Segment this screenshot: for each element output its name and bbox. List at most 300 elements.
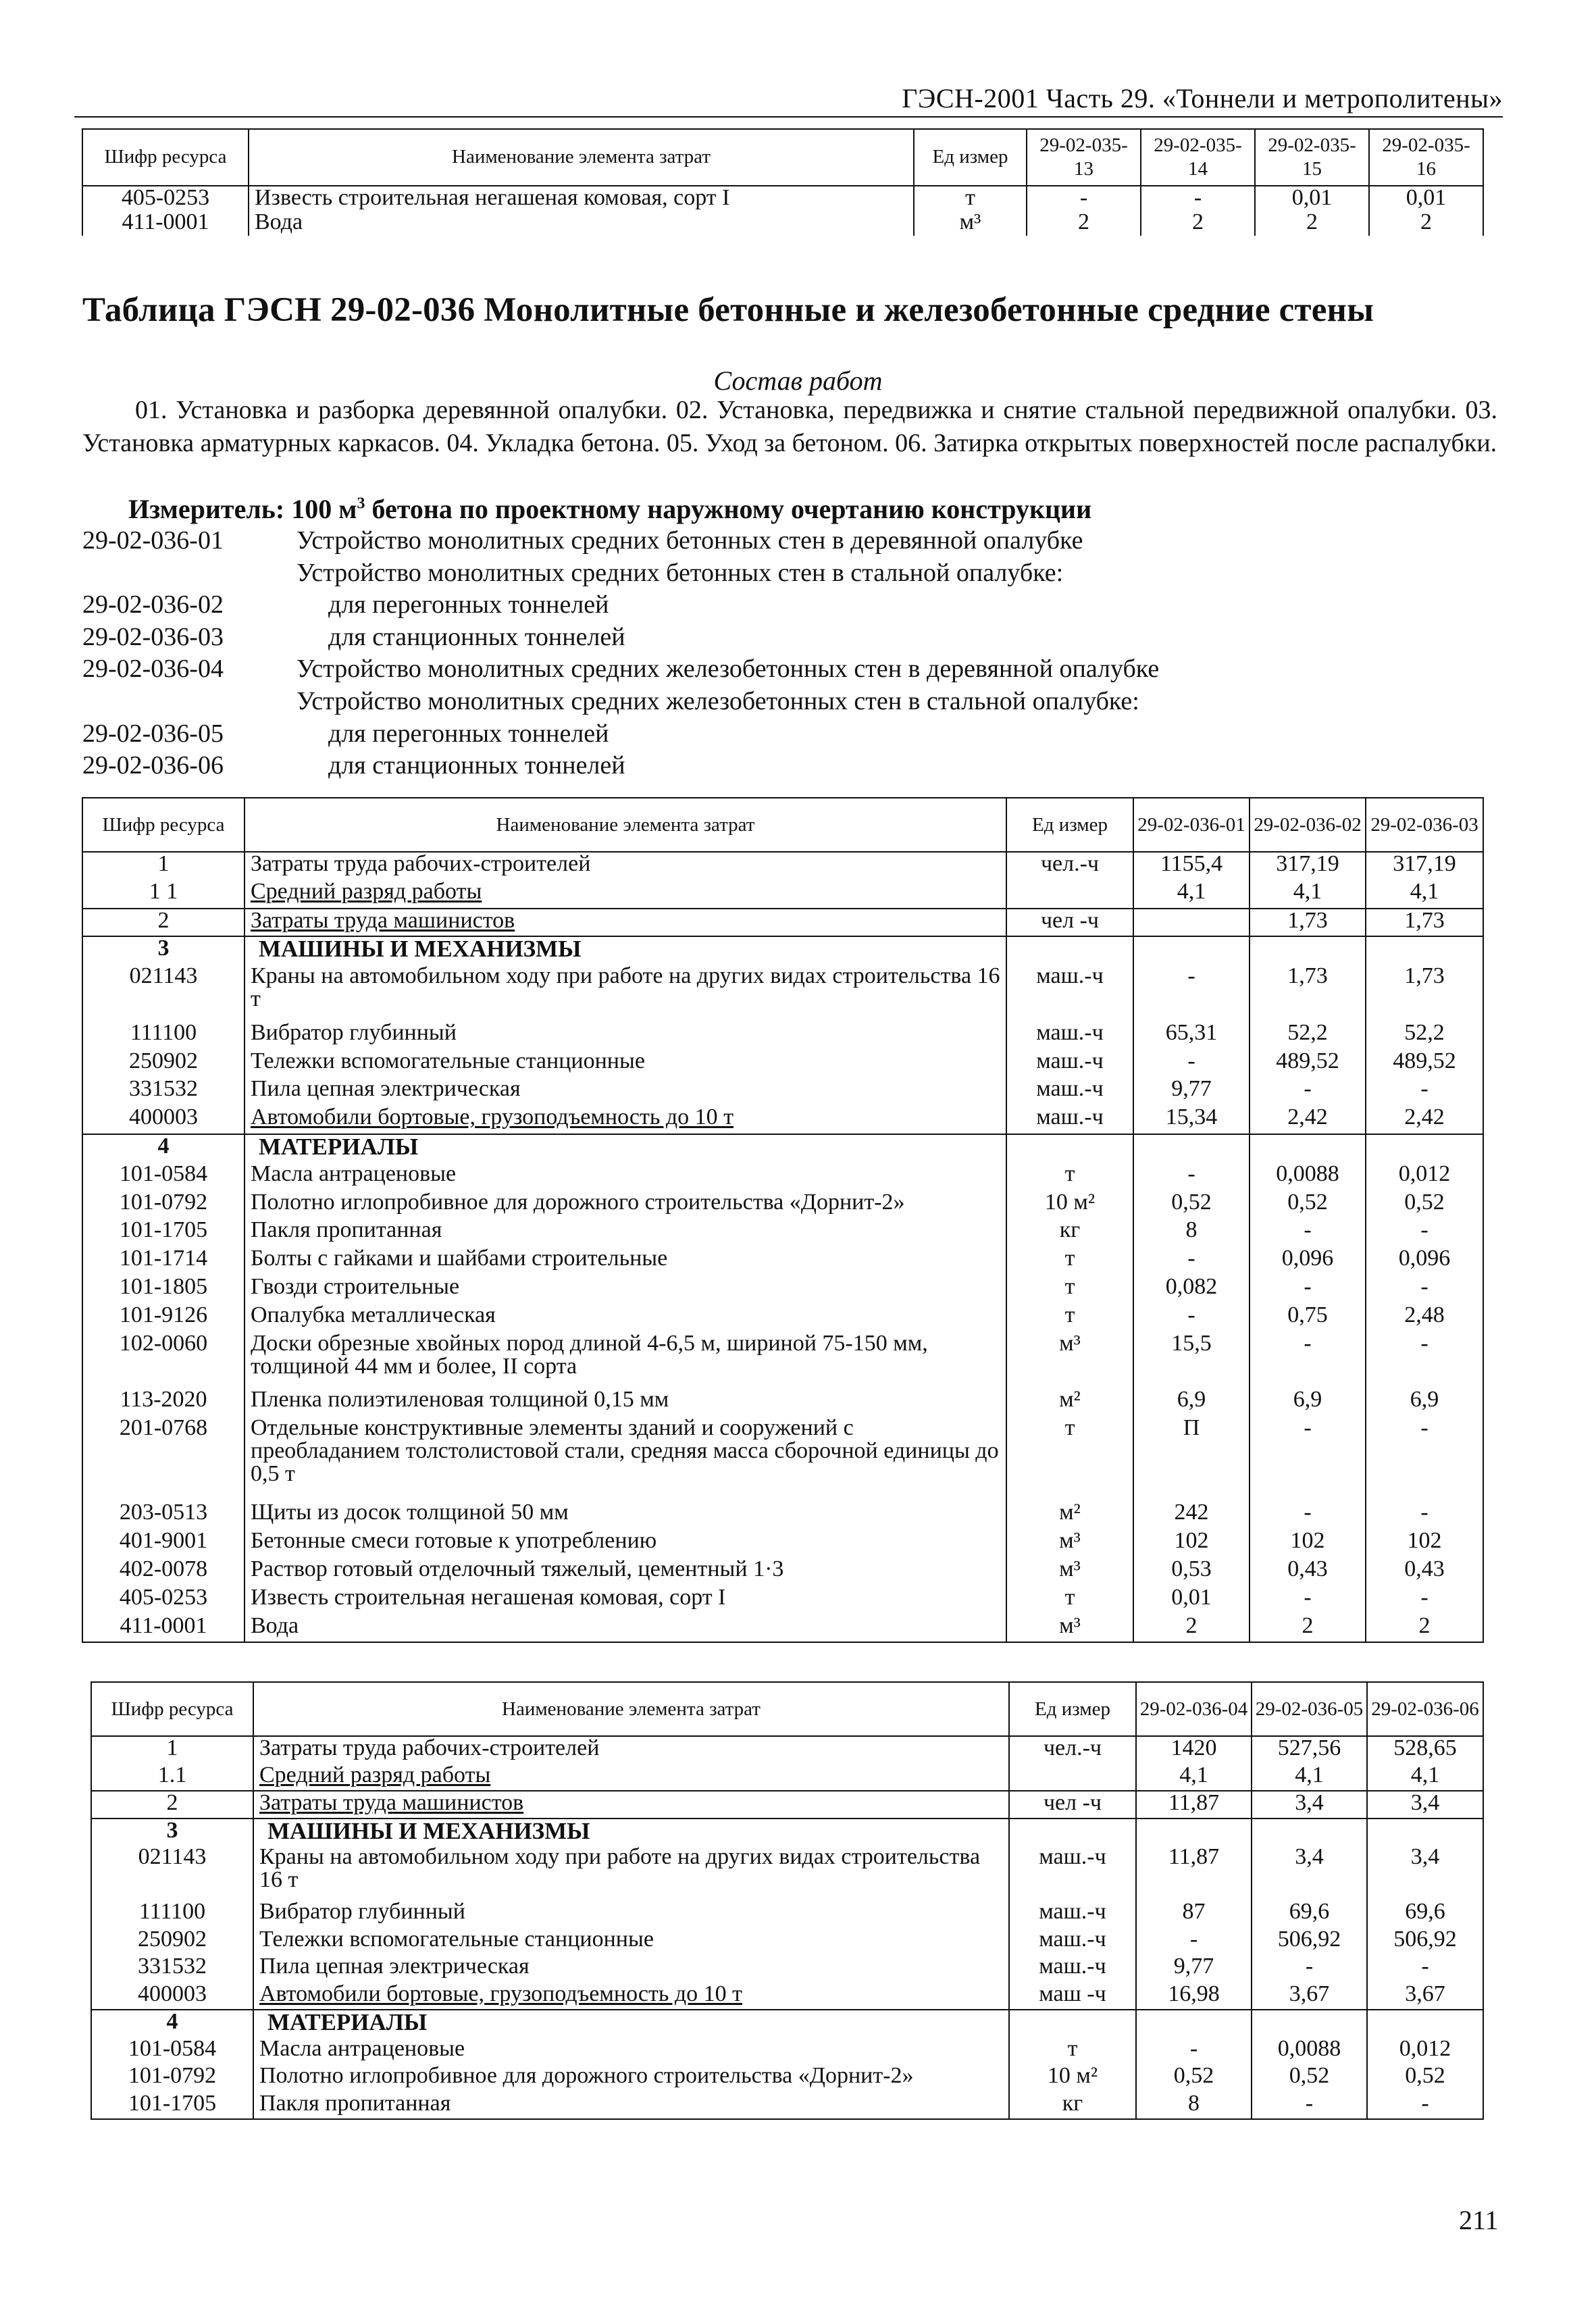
table-row <box>91 1846 1483 1900</box>
resource-value: 6,9 <box>1250 1388 1366 1417</box>
norm-code: 29-02-036-02 <box>82 590 224 619</box>
page-number: 211 <box>1459 2205 1499 2235</box>
resource-value <box>1252 2010 1367 2037</box>
table-row <box>82 1191 1483 1219</box>
resource-name: Масла антраценовые <box>244 1163 1006 1191</box>
resource-name: МАТЕРИАЛЫ <box>244 1134 1006 1163</box>
resource-value: 0,096 <box>1366 1247 1483 1275</box>
resource-value: 4,1 <box>1252 1764 1367 1791</box>
table-row <box>82 1558 1483 1586</box>
resource-value: 16,98 <box>1136 1983 1252 2010</box>
resource-code: 331532 <box>91 1955 253 1983</box>
resource-value: 2 <box>1255 211 1369 236</box>
resource-value: - <box>1133 1304 1250 1332</box>
resource-value: 2 <box>1141 211 1255 236</box>
resource-code: 402-0078 <box>82 1558 244 1586</box>
resource-unit: м³ <box>1006 1332 1133 1389</box>
resource-unit: т <box>914 186 1027 211</box>
resource-name: Пленка полиэтиленовая толщиной 0,15 мм <box>244 1388 1006 1417</box>
header-unit: Ед измер <box>914 129 1027 186</box>
resource-value: - <box>1133 1247 1250 1275</box>
header-col: 29-02-035-14 <box>1141 129 1255 186</box>
table-row <box>91 1955 1483 1983</box>
resource-code: 021143 <box>82 965 244 1021</box>
resource-value: 2,42 <box>1250 1106 1366 1134</box>
resource-value: 11,87 <box>1136 1791 1252 1819</box>
resource-value <box>1136 2010 1252 2037</box>
resource-code: 411-0001 <box>82 211 249 236</box>
resource-name: Отдельные конструктивные элементы зданий и сооружений с преобладанием толстолистовой стали, средняя масса сборочной единицы до 0,5 т <box>244 1417 1006 1501</box>
table-row <box>91 1900 1483 1928</box>
composition-title: Состав работ <box>713 365 883 396</box>
resource-unit <box>1006 1134 1133 1163</box>
resource-code: 101-0584 <box>82 1163 244 1191</box>
table-row <box>91 2010 1483 2037</box>
resource-value: - <box>1366 1275 1483 1304</box>
meter-value: 100 м <box>291 494 357 524</box>
resource-table-a <box>82 797 1484 1643</box>
resource-value: 242 <box>1133 1501 1250 1529</box>
resource-code: 3 <box>82 936 244 965</box>
resource-name: Бетонные смеси готовые к употреблению <box>244 1529 1006 1558</box>
resource-value: 527,56 <box>1252 1736 1367 1764</box>
resource-unit: маш.-ч <box>1006 1050 1133 1078</box>
resource-value: 4,1 <box>1133 880 1250 909</box>
resource-unit: м³ <box>914 211 1027 236</box>
norm-description: для станционных тоннелей <box>328 751 625 780</box>
resource-value: 0,01 <box>1255 186 1369 211</box>
measurement-unit <box>128 493 1091 525</box>
resource-unit: маш.-ч <box>1009 1900 1136 1928</box>
resource-code: 111100 <box>91 1900 253 1928</box>
resource-value: П <box>1133 1417 1250 1501</box>
resource-value: 9,77 <box>1136 1955 1252 1983</box>
resource-value: - <box>1250 1275 1366 1304</box>
resource-code: 113-2020 <box>82 1388 244 1417</box>
resource-unit <box>1009 2010 1136 2037</box>
table-row <box>82 1219 1483 1247</box>
resource-name: Вода <box>244 1615 1006 1643</box>
norm-description: для перегонных тоннелей <box>328 590 609 619</box>
resource-unit <box>1006 880 1133 909</box>
resource-value <box>1133 936 1250 965</box>
resource-value: - <box>1250 1417 1366 1501</box>
norm-item <box>82 653 1501 686</box>
resource-name: Полотно иглопробивное для дорожного строительства «Дорнит-2» <box>244 1191 1006 1219</box>
resource-value: 0,0088 <box>1250 1163 1366 1191</box>
resource-code: 101-0584 <box>91 2037 253 2065</box>
resource-value: 2 <box>1366 1615 1483 1643</box>
header-col: 29-02-035-13 <box>1027 129 1141 186</box>
resource-value: 3,67 <box>1367 1983 1483 2010</box>
table-row <box>82 1586 1483 1615</box>
header-col: 29-02-036-05 <box>1252 1682 1367 1736</box>
norm-code: 29-02-036-04 <box>82 655 224 684</box>
header-unit: Ед измер <box>1009 1682 1136 1736</box>
resource-code: 1 1 <box>82 880 244 909</box>
meter-rest: бетона по проектному наружному очертанию конструкции <box>365 494 1092 524</box>
norm-item <box>82 525 1501 557</box>
resource-name: Автомобили бортовые, грузоподъемность до 10 т <box>253 1983 1009 2010</box>
resource-value: 2 <box>1369 211 1483 236</box>
resource-value <box>1366 936 1483 965</box>
resource-value: 0,096 <box>1250 1247 1366 1275</box>
resource-value: 0,52 <box>1367 2064 1483 2092</box>
table-row <box>82 1050 1483 1078</box>
resource-value: 3,67 <box>1252 1983 1367 2010</box>
resource-code: 1 <box>82 852 244 880</box>
resource-name: Пакля пропитанная <box>253 2092 1009 2120</box>
resource-unit <box>1009 1819 1136 1846</box>
resource-name: Известь строительная негашеная комовая, сорт I <box>249 186 914 211</box>
resource-value: 3,4 <box>1367 1846 1483 1900</box>
table-row <box>91 1983 1483 2010</box>
resource-unit: кг <box>1006 1219 1133 1247</box>
resource-value: 0,75 <box>1250 1304 1366 1332</box>
resource-value: - <box>1366 1077 1483 1106</box>
resource-table-b <box>91 1681 1484 2120</box>
resource-value: 317,19 <box>1250 852 1366 880</box>
table-row <box>82 1615 1483 1643</box>
resource-value: 0,52 <box>1136 2064 1252 2092</box>
resource-value: 2 <box>1133 1615 1250 1643</box>
resource-value: - <box>1366 1332 1483 1389</box>
resource-value: 1,73 <box>1366 965 1483 1021</box>
resource-value: 102 <box>1366 1529 1483 1558</box>
resource-code: 1 <box>91 1736 253 1764</box>
resource-value: - <box>1366 1501 1483 1529</box>
resource-unit: маш.-ч <box>1009 1955 1136 1983</box>
resource-value: - <box>1133 1050 1250 1078</box>
norm-description: Устройство монолитных средних бетонных стен в стальной опалубке: <box>297 558 1064 587</box>
norm-description: для станционных тоннелей <box>328 622 625 651</box>
resource-code: 1.1 <box>91 1764 253 1791</box>
resource-value: 0,012 <box>1367 2037 1483 2065</box>
resource-name: Затраты труда машинистов <box>253 1791 1009 1819</box>
resource-value: 102 <box>1133 1529 1250 1558</box>
resource-unit: маш.-ч <box>1006 1021 1133 1050</box>
norm-item <box>82 557 1501 590</box>
resource-value: 4,1 <box>1367 1764 1483 1791</box>
resource-unit: маш.-ч <box>1006 965 1133 1021</box>
resource-value: - <box>1366 1219 1483 1247</box>
resource-value: 0,082 <box>1133 1275 1250 1304</box>
resource-unit: 10 м² <box>1006 1191 1133 1219</box>
header-unit: Ед измер <box>1006 798 1133 852</box>
header-rule <box>74 116 1503 118</box>
table-row <box>82 186 1483 211</box>
resource-value: 52,2 <box>1366 1021 1483 1050</box>
table-row <box>91 2064 1483 2092</box>
resource-value: 87 <box>1136 1900 1252 1928</box>
resource-value: 489,52 <box>1250 1050 1366 1078</box>
norm-code: 29-02-036-01 <box>82 526 224 555</box>
resource-value: - <box>1250 1501 1366 1529</box>
resource-code: 400003 <box>82 1106 244 1134</box>
resource-unit: 10 м² <box>1009 2064 1136 2092</box>
resource-name: Раствор готовый отделочный тяжелый, цементный 1·3 <box>244 1558 1006 1586</box>
resource-value: 4,1 <box>1136 1764 1252 1791</box>
resource-name: Краны на автомобильном ходу при работе на других видах строительства 16 т <box>244 965 1006 1021</box>
table-row <box>91 1764 1483 1791</box>
resource-unit: т <box>1006 1275 1133 1304</box>
norm-list <box>82 525 1501 782</box>
resource-value: - <box>1250 1219 1366 1247</box>
resource-value <box>1250 1134 1366 1163</box>
resource-value: 8 <box>1136 2092 1252 2120</box>
header-code: Шифр ресурса <box>82 129 249 186</box>
resource-name: Тележки вспомогательные станционные <box>244 1050 1006 1078</box>
resource-unit: т <box>1006 1163 1133 1191</box>
header-col: 29-02-036-04 <box>1136 1682 1252 1736</box>
resource-unit: маш.-ч <box>1009 1928 1136 1956</box>
table-row <box>82 965 1483 1021</box>
resource-value <box>1133 1134 1250 1163</box>
composition-text: 01. Установка и разборка деревянной опалубки. 02. Установка, передвижка и снятие стальной передвижной опалубки. 03. Установка арматурных каркасов. 04. Укладка бетона. 05. Уход за бетоном. 06. Затирка открытых поверхностей после распалубки. <box>82 396 1497 457</box>
resource-value: 69,6 <box>1367 1900 1483 1928</box>
resource-name: Затраты труда машинистов <box>244 909 1006 937</box>
resource-value: 1,73 <box>1250 909 1366 937</box>
resource-unit: маш.-ч <box>1009 1846 1136 1900</box>
norm-code: 29-02-036-05 <box>82 719 224 748</box>
resource-code: 411-0001 <box>82 1615 244 1643</box>
resource-value <box>1250 936 1366 965</box>
resource-value: - <box>1252 1955 1367 1983</box>
resource-value: 102 <box>1250 1529 1366 1558</box>
table-row <box>82 211 1483 236</box>
resource-value <box>1367 2010 1483 2037</box>
resource-unit: т <box>1006 1586 1133 1615</box>
resource-value: 8 <box>1133 1219 1250 1247</box>
resource-value: 15,34 <box>1133 1106 1250 1134</box>
table-row <box>82 1332 1483 1389</box>
resource-name: МАТЕРИАЛЫ <box>253 2010 1009 2037</box>
table-row <box>82 1077 1483 1106</box>
resource-value: 3,4 <box>1367 1791 1483 1819</box>
resource-unit: м³ <box>1006 1529 1133 1558</box>
resource-name: Доски обрезные хвойных пород длиной 4-6,5 м, шириной 75-150 мм, толщиной 44 мм и более, II сорта <box>244 1332 1006 1389</box>
resource-value: 0,012 <box>1366 1163 1483 1191</box>
table-row <box>91 2092 1483 2120</box>
resource-value: 0,01 <box>1133 1586 1250 1615</box>
resource-unit: маш.-ч <box>1006 1106 1133 1134</box>
resource-name: Болты с гайками и шайбами строительные <box>244 1247 1006 1275</box>
table-row <box>82 1529 1483 1558</box>
resource-value: - <box>1367 1955 1483 1983</box>
table-row <box>82 1417 1483 1501</box>
table-title: Таблица ГЭСН 29-02-036 Монолитные бетонные и железобетонные средние стены <box>82 291 1374 329</box>
table-row <box>82 1134 1483 1163</box>
resource-code: 250902 <box>82 1050 244 1078</box>
norm-code: 29-02-036-03 <box>82 622 224 651</box>
resource-unit: т <box>1009 2037 1136 2065</box>
resource-value: 4,1 <box>1366 880 1483 909</box>
resource-name: МАШИНЫ И МЕХАНИЗМЫ <box>244 936 1006 965</box>
table-row <box>91 1819 1483 1846</box>
resource-value: 2,48 <box>1366 1304 1483 1332</box>
resource-name: Масла антраценовые <box>253 2037 1009 2065</box>
resource-name: Затраты труда рабочих-строителей <box>253 1736 1009 1764</box>
resource-code: 405-0253 <box>82 1586 244 1615</box>
norm-description: Устройство монолитных средних железобетонных стен в стальной опалубке: <box>297 686 1139 715</box>
resource-value: 0,53 <box>1133 1558 1250 1586</box>
header-name: Наименование элемента затрат <box>244 798 1006 852</box>
resource-value <box>1366 1134 1483 1163</box>
table-row <box>82 1163 1483 1191</box>
table-row <box>91 1928 1483 1956</box>
resource-value: 3,4 <box>1252 1846 1367 1900</box>
resource-value: 3,4 <box>1252 1791 1367 1819</box>
resource-code: 203-0513 <box>82 1501 244 1529</box>
header-code: Шифр ресурса <box>91 1682 253 1736</box>
resource-value: - <box>1367 2092 1483 2120</box>
resource-value: - <box>1136 1928 1252 1956</box>
resource-value: - <box>1250 1332 1366 1389</box>
resource-value <box>1136 1819 1252 1846</box>
resource-unit: м² <box>1006 1388 1133 1417</box>
resource-name: Полотно иглопробивное для дорожного строительства «Дорнит-2» <box>253 2064 1009 2092</box>
resource-unit: м³ <box>1006 1615 1133 1643</box>
resource-value: - <box>1027 186 1141 211</box>
table-row <box>82 1275 1483 1304</box>
norm-description: Устройство монолитных средних бетонных стен в деревянной опалубке <box>297 526 1083 555</box>
resource-unit: чел -ч <box>1006 909 1133 937</box>
resource-name: МАШИНЫ И МЕХАНИЗМЫ <box>253 1819 1009 1846</box>
resource-name: Пакля пропитанная <box>244 1219 1006 1247</box>
resource-value: 65,31 <box>1133 1021 1250 1050</box>
resource-name: Гвозди строительные <box>244 1275 1006 1304</box>
resource-value: 528,65 <box>1367 1736 1483 1764</box>
resource-value: 1155,4 <box>1133 852 1250 880</box>
resource-code: 101-0792 <box>91 2064 253 2092</box>
resource-unit <box>1006 936 1133 965</box>
resource-code: 4 <box>82 1134 244 1163</box>
resource-code: 331532 <box>82 1077 244 1106</box>
resource-value: 0,52 <box>1133 1191 1250 1219</box>
resource-value: 15,5 <box>1133 1332 1250 1389</box>
table-row <box>91 2037 1483 2065</box>
resource-code: 101-1705 <box>91 2092 253 2120</box>
resource-value: - <box>1136 2037 1252 2065</box>
resource-name: Пила цепная электрическая <box>253 1955 1009 1983</box>
resource-unit: чел.-ч <box>1009 1736 1136 1764</box>
table-row <box>82 1021 1483 1050</box>
resource-name: Вибратор глубинный <box>244 1021 1006 1050</box>
resource-value: 11,87 <box>1136 1846 1252 1900</box>
resource-name: Вибратор глубинный <box>253 1900 1009 1928</box>
resource-name: Щиты из досок толщиной 50 мм <box>244 1501 1006 1529</box>
resource-value <box>1367 1819 1483 1846</box>
resource-unit: м² <box>1006 1501 1133 1529</box>
resource-value: - <box>1133 965 1250 1021</box>
norm-item <box>82 750 1501 782</box>
resource-value: 506,92 <box>1252 1928 1367 1956</box>
resource-value: 0,43 <box>1250 1558 1366 1586</box>
resource-code: 201-0768 <box>82 1417 244 1501</box>
header-col: 29-02-035-16 <box>1369 129 1483 186</box>
resource-code: 3 <box>91 1819 253 1846</box>
norm-description: Устройство монолитных средних железобетонных стен в деревянной опалубке <box>297 655 1160 684</box>
resource-value: 1,73 <box>1250 965 1366 1021</box>
norm-item <box>82 589 1501 621</box>
table-row <box>82 1106 1483 1134</box>
resource-code: 401-9001 <box>82 1529 244 1558</box>
resource-name: Автомобили бортовые, грузоподъемность до 10 т <box>244 1106 1006 1134</box>
resource-unit: кг <box>1009 2092 1136 2120</box>
meter-sup: 3 <box>357 494 365 513</box>
resource-value: - <box>1366 1586 1483 1615</box>
resource-code: 101-1705 <box>82 1219 244 1247</box>
resource-value: 1420 <box>1136 1736 1252 1764</box>
resource-name: Средний разряд работы <box>253 1764 1009 1791</box>
resource-unit: чел.-ч <box>1006 852 1133 880</box>
resource-value: - <box>1366 1417 1483 1501</box>
resource-unit <box>1009 1764 1136 1791</box>
resource-code: 400003 <box>91 1983 253 2010</box>
resource-code: 021143 <box>91 1846 253 1900</box>
header-col: 29-02-036-01 <box>1133 798 1250 852</box>
resource-table-top <box>82 128 1484 236</box>
resource-name: Известь строительная негашеная комовая, сорт I <box>244 1586 1006 1615</box>
resource-name: Тележки вспомогательные станционные <box>253 1928 1009 1956</box>
resource-value: 0,52 <box>1250 1191 1366 1219</box>
resource-code: 2 <box>82 909 244 937</box>
table-row <box>82 936 1483 965</box>
resource-code: 101-1714 <box>82 1247 244 1275</box>
running-header: ГЭСН-2001 Часть 29. «Тоннели и метрополитены» <box>902 83 1503 113</box>
resource-value <box>1133 909 1250 937</box>
meter-label: Измеритель: <box>128 494 285 524</box>
resource-value: 2,42 <box>1366 1106 1483 1134</box>
resource-unit: чел -ч <box>1009 1791 1136 1819</box>
resource-unit: м³ <box>1006 1558 1133 1586</box>
header-name: Наименование элемента затрат <box>253 1682 1009 1736</box>
resource-value: - <box>1250 1586 1366 1615</box>
resource-value: - <box>1252 2092 1367 2120</box>
resource-code: 111100 <box>82 1021 244 1050</box>
resource-value: 0,52 <box>1252 2064 1367 2092</box>
resource-code: 2 <box>91 1791 253 1819</box>
resource-value: 0,52 <box>1366 1191 1483 1219</box>
resource-name: Опалубка металлическая <box>244 1304 1006 1332</box>
table-row <box>82 880 1483 909</box>
resource-value: - <box>1250 1077 1366 1106</box>
norm-description: для перегонных тоннелей <box>328 719 609 748</box>
resource-unit: т <box>1006 1417 1133 1501</box>
header-col: 29-02-036-06 <box>1367 1682 1483 1736</box>
table-row <box>91 1736 1483 1764</box>
resource-unit: т <box>1006 1247 1133 1275</box>
resource-name: Средний разряд работы <box>244 880 1006 909</box>
norm-item <box>82 686 1501 718</box>
resource-code: 101-9126 <box>82 1304 244 1332</box>
resource-value: - <box>1133 1163 1250 1191</box>
table-row <box>82 1388 1483 1417</box>
resource-code: 102-0060 <box>82 1332 244 1389</box>
table-row <box>82 1304 1483 1332</box>
resource-code: 4 <box>91 2010 253 2037</box>
header-name: Наименование элемента затрат <box>249 129 914 186</box>
header-col: 29-02-036-02 <box>1250 798 1366 852</box>
resource-value: 9,77 <box>1133 1077 1250 1106</box>
norm-item <box>82 718 1501 751</box>
resource-name: Пила цепная электрическая <box>244 1077 1006 1106</box>
table-row <box>82 852 1483 880</box>
resource-value: 0,01 <box>1369 186 1483 211</box>
resource-value: 69,6 <box>1252 1900 1367 1928</box>
resource-value: 0,43 <box>1366 1558 1483 1586</box>
resource-value: 4,1 <box>1250 880 1366 909</box>
